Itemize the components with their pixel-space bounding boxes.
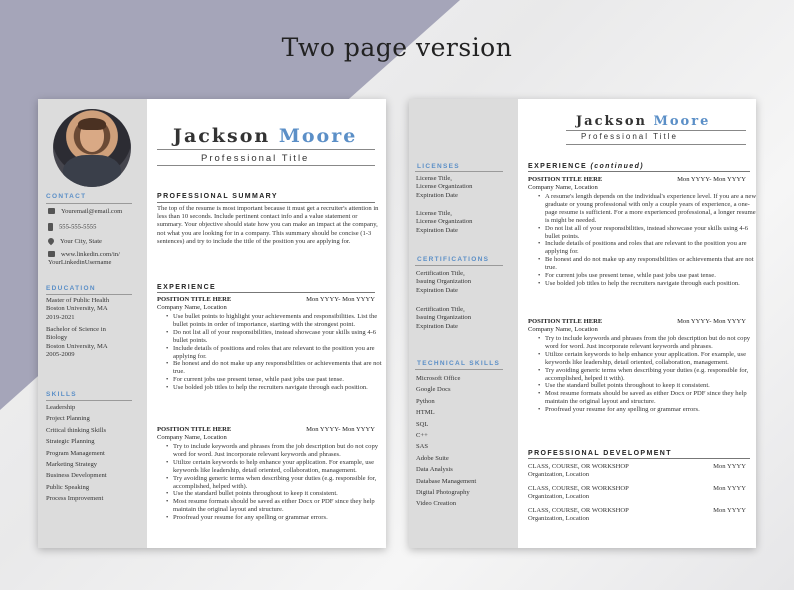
bullet: • Use bullet points to highlight your achievements and responsibilities. List the bullet points in order of importance, starting with the strongest point. — [173, 313, 385, 329]
first-name: Jackson — [576, 114, 647, 129]
contact-heading: CONTACT — [46, 193, 87, 200]
tech-skill-item: Video Creation — [416, 500, 457, 508]
skills-heading: SKILLS — [46, 391, 77, 398]
skill-item: Critical thinking Skills — [46, 426, 107, 434]
summary-heading: PROFESSIONAL SUMMARY — [157, 193, 278, 200]
divider — [415, 171, 503, 172]
job-bullets — [535, 193, 756, 288]
professional-title: Professional Title — [581, 132, 678, 141]
bullet: • Utilize certain keywords to help enhance your application. For example, use keywords like leadership, detail oriented, collaboration, management. — [545, 351, 756, 367]
professional-title: Professional Title — [201, 153, 310, 164]
tech-skill-item: Google Docs — [416, 386, 451, 394]
licenses-heading: LICENSES — [417, 163, 460, 170]
resume-page-1 — [38, 99, 386, 548]
certification-title: Certification Title, — [416, 306, 465, 313]
bullet: • Be honest and do not make up any responsibilities or achievements that are not true. — [173, 360, 385, 376]
certification-title: Certification Title, — [416, 270, 465, 277]
pd-title: CLASS, COURSE, OR WORKSHOP — [528, 507, 629, 514]
resume-name — [173, 125, 357, 147]
education-heading: EDUCATION — [46, 285, 96, 292]
certification-org: Issuing Organization — [416, 278, 472, 286]
bullet: • Use the standard bullet points throughout to keep it consistent. — [545, 382, 756, 390]
school: Boston University, MA — [46, 305, 108, 313]
pd-entry — [528, 507, 746, 523]
certifications-heading: CERTIFICATIONS — [417, 256, 490, 263]
bullet: • Include details of positions and roles that are relevant to the position you are applying for. — [545, 240, 756, 256]
email-text: Youremail@email.com — [61, 208, 123, 215]
pd-org: Organization, Location — [528, 493, 590, 501]
skills-list — [46, 402, 107, 505]
years: 2005-2009 — [46, 350, 75, 358]
divider — [566, 130, 746, 131]
bullet: • Proofread your resume for any spelling or grammar errors. — [545, 406, 756, 414]
certification-expiration: Expiration Date — [416, 322, 458, 330]
bullet: • Do not list all of your responsibilities, instead showcase your skills using 4-6 bullet points. — [545, 225, 756, 241]
tech-skill-item: Database Management — [416, 477, 477, 485]
experience-heading-suffix: (continued) — [590, 163, 644, 170]
license-title: License Title, — [416, 210, 452, 217]
education-entry — [46, 297, 138, 322]
job-company: Company Name, Location — [528, 184, 598, 191]
license-entry — [416, 210, 472, 235]
bullet: • Try to include keywords and phrases from the job description but do not copy word for word. Just incorporate relevant keywords and phrases. — [545, 335, 756, 351]
bullet: • Proofread your resume for any spelling or grammar errors. — [173, 514, 385, 522]
skill-item: Strategic Planning — [46, 438, 95, 446]
license-entry — [416, 175, 472, 200]
tech-skill-item: HTML — [416, 409, 435, 417]
pd-entry — [528, 463, 746, 479]
profile-photo — [53, 109, 131, 187]
school: Boston University, MA — [46, 342, 108, 350]
certification-expiration: Expiration Date — [416, 286, 458, 294]
license-org: License Organization — [416, 183, 473, 191]
divider — [157, 165, 375, 166]
bullet: • For current jobs use present tense, while past jobs use past tense. — [545, 272, 756, 280]
job-header — [157, 296, 375, 303]
bullet: • Use bolded job titles to help the recruiters navigate through each position. — [545, 280, 756, 288]
divider — [415, 369, 503, 370]
job-dates: Mon YYYY- Mon YYYY — [306, 426, 375, 433]
job-title: POSITION TITLE HERE — [528, 176, 603, 183]
pd-title: CLASS, COURSE, OR WORKSHOP — [528, 463, 629, 470]
tech-skill-item: C++ — [416, 432, 428, 440]
bullet: • Try avoiding generic terms when describing your duties (e.g. responsible for, accomplished, helped it with). — [545, 367, 756, 383]
tech-skill-item: Microsoft Office — [416, 375, 461, 382]
tech-skill-item: Python — [416, 397, 435, 405]
bullet: • Utilize certain keywords to help enhance your application. For example, use keywords like leadership, detail oriented, collaboration, management. — [173, 459, 385, 475]
bullet: • Use bolded job titles to help the recruiters navigate through each position. — [173, 384, 385, 392]
job-company: Company Name, Location — [528, 326, 598, 333]
tech-skill-item: Data Analysis — [416, 466, 453, 474]
professional-development-heading: PROFESSIONAL DEVELOPMENT — [528, 450, 672, 457]
divider — [157, 202, 375, 203]
skill-item: Project Planning — [46, 415, 90, 423]
contact-email — [48, 208, 122, 216]
pd-date: Mon YYYY — [713, 485, 746, 492]
skill-item: Process Improvement — [46, 495, 104, 503]
divider — [566, 144, 746, 145]
job-bullets — [163, 313, 385, 392]
certification-entry — [416, 270, 471, 295]
divider — [46, 400, 132, 401]
divider — [46, 294, 132, 295]
pd-org: Organization, Location — [528, 471, 590, 479]
linkedin-text: www.linkedin.com/in/ YourLinkedinUsername — [48, 251, 120, 267]
technical-skills-heading: TECHNICAL SKILLS — [417, 360, 501, 367]
experience-heading — [528, 163, 644, 170]
resume-page-2 — [409, 99, 756, 548]
license-title: License Title, — [416, 175, 452, 182]
skill-item: Business Development — [46, 472, 107, 480]
bullet: • Be honest and do not make up any responsibilities or achievements that are not true. — [545, 256, 756, 272]
bullet: • Most resume formats should be saved as either Docx or PDF since they help maintain the original layout and structure. — [545, 390, 756, 406]
technical-skills-list — [416, 373, 476, 510]
location-pin-icon — [47, 237, 55, 245]
divider — [46, 203, 132, 204]
years: 2019-2021 — [46, 313, 75, 321]
tech-skill-item: Digital Photography — [416, 489, 470, 497]
divider — [528, 171, 750, 172]
tech-skill-item: SQL — [416, 420, 429, 428]
job-company: Company Name, Location — [157, 434, 227, 441]
contact-phone — [48, 223, 96, 232]
pd-org: Organization, Location — [528, 515, 590, 523]
divider — [528, 458, 750, 459]
job-header — [528, 318, 746, 325]
divider — [157, 292, 375, 293]
tech-skill-item: SAS — [416, 443, 429, 451]
certification-org: Issuing Organization — [416, 314, 472, 322]
skill-item: Public Speaking — [46, 483, 90, 491]
experience-heading: EXPERIENCE — [157, 284, 217, 291]
divider — [157, 149, 375, 150]
location-text: Your City, State — [60, 238, 102, 245]
job-header — [157, 426, 375, 433]
license-expiration: Expiration Date — [416, 226, 458, 234]
job-dates: Mon YYYY- Mon YYYY — [677, 318, 746, 325]
pd-date: Mon YYYY — [713, 507, 746, 514]
email-icon — [48, 208, 55, 214]
last-name: Moore — [653, 114, 711, 129]
pd-title: CLASS, COURSE, OR WORKSHOP — [528, 485, 629, 492]
skill-item: Program Management — [46, 449, 105, 457]
bullet: • Include details of positions and roles that are relevant to the position you are applying for. — [173, 345, 385, 361]
degree: Bachelor of Science in Biology — [46, 326, 106, 342]
headline: Two page version — [281, 33, 513, 62]
certification-entry — [416, 306, 471, 331]
bullet: • Try avoiding generic terms when describing your duties (e.g. responsible for, accomplished, helped with). — [173, 475, 385, 491]
bullet: • Try to include keywords and phrases from the job description but do not copy word for word. Just incorporate relevant keywords and phrases. — [173, 443, 385, 459]
divider — [415, 265, 503, 266]
job-dates: Mon YYYY- Mon YYYY — [677, 176, 746, 183]
job-bullets — [163, 443, 385, 522]
pd-date: Mon YYYY — [713, 463, 746, 470]
phone-text: 555-555-5555 — [59, 223, 97, 231]
job-title: POSITION TITLE HERE — [157, 426, 232, 433]
bullet: • For current jobs use present tense, while past jobs use past tense. — [173, 376, 385, 384]
contact-linkedin — [48, 251, 140, 268]
job-header — [528, 176, 746, 183]
bullet: • Most resume formats should be saved as either Docx or PDF since they help maintain the original layout and structure. — [173, 498, 385, 514]
phone-icon — [48, 223, 53, 231]
summary-text: The top of the resume is most important because it must get a recruiter's attention in less than 10 seconds. Include pertinent contact info and a value statement or summary. Your objective should state how you can make an impact at the company, not what you are looking for in a company. This summary should be concise (1-3 sentences) and try to include the title of the position you are applying for. — [157, 205, 379, 245]
skill-item: Leadership — [46, 404, 76, 411]
job-company: Company Name, Location — [157, 304, 227, 311]
license-org: License Organization — [416, 218, 473, 226]
experience-heading-text: EXPERIENCE — [528, 163, 588, 170]
linkedin-icon — [48, 251, 55, 257]
contact-location — [48, 238, 102, 246]
tech-skill-item: Adobe Suite — [416, 454, 449, 462]
pd-entry — [528, 485, 746, 501]
education-entry — [46, 326, 128, 359]
license-expiration: Expiration Date — [416, 191, 458, 199]
bullet: • Do not list all of your responsibilities, instead showcase your skills using 4-6 bullet points. — [173, 329, 385, 345]
resume-name — [576, 114, 710, 129]
last-name: Moore — [278, 125, 358, 147]
bullet: • Use the standard bullet points throughout to keep it consistent. — [173, 490, 385, 498]
job-title: POSITION TITLE HERE — [528, 318, 603, 325]
bullet: • A resume's length depends on the individual's experience level. If you are a new graduate or young professional with only a couple years of experience, a one-page resume is sufficient. For a more experienced professional, a longer resume is might be needed. — [545, 193, 756, 225]
skill-item: Marketing Strategy — [46, 461, 98, 469]
job-dates: Mon YYYY- Mon YYYY — [306, 296, 375, 303]
job-bullets — [535, 335, 756, 414]
job-title: POSITION TITLE HERE — [157, 296, 232, 303]
first-name: Jackson — [173, 125, 271, 147]
degree: Master of Public Health — [46, 297, 110, 304]
